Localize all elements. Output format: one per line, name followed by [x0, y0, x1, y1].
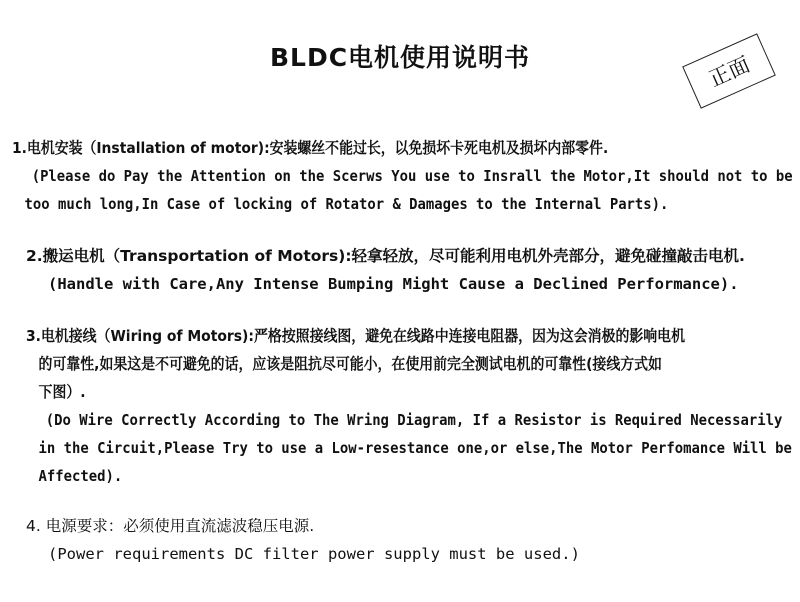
item-text-en: (Please do Pay the Attention on the Scerws You use to Insrall the Motor,It should not to be	[31, 167, 793, 185]
item-text-en: too much long,In Case of locking of Rotator & Damages to the Internal Parts).	[24, 195, 669, 213]
item-text-en: Affected).	[38, 467, 123, 485]
page-title: BLDC电机使用说明书	[269, 43, 531, 72]
item-text-en: (Handle with Care,Any Intense Bumping Might Cause a Declined Performance).	[48, 275, 739, 293]
item-heading: 2.搬运电机（Transportation of Motors):轻拿轻放，尽可能利用电机外壳部分，避免碰撞敲击电机.	[26, 247, 745, 265]
instruction-item-installation	[12, 134, 800, 218]
item-text-en: in the Circuit,Please Try to use a Low-resestance one,or else,The Motor Perfomance Will be	[38, 439, 792, 457]
instruction-item-wiring	[26, 322, 800, 490]
item-heading: 1.电机安装（Installation of motor):安装螺丝不能过长，以免损坏卡死电机及损坏内部零件.	[12, 139, 609, 157]
item-text-zh: 的可靠性,如果这是不可避免的话，应该是阻抗尽可能小，在使用前完全测试电机的可靠性(接线方式如	[38, 355, 662, 373]
item-text-en: (Do Wire Correctly According to The Wring Diagram, If a Resistor is Required Necessarily	[45, 411, 783, 429]
item-text-en: (Power requirements DC filter power supply must be used.)	[48, 545, 580, 563]
front-side-stamp: 正面	[682, 33, 776, 108]
instruction-item-transportation	[26, 242, 745, 298]
item-text-zh: 下图）.	[38, 383, 86, 401]
item-heading: 4. 电源要求：必须使用直流滤波稳压电源.	[26, 517, 315, 535]
instruction-item-power	[26, 512, 580, 568]
item-heading: 3.电机接线（Wiring of Motors):严格按照接线图，避免在线路中连接电阻器，因为这会消极的影响电机	[26, 327, 685, 345]
